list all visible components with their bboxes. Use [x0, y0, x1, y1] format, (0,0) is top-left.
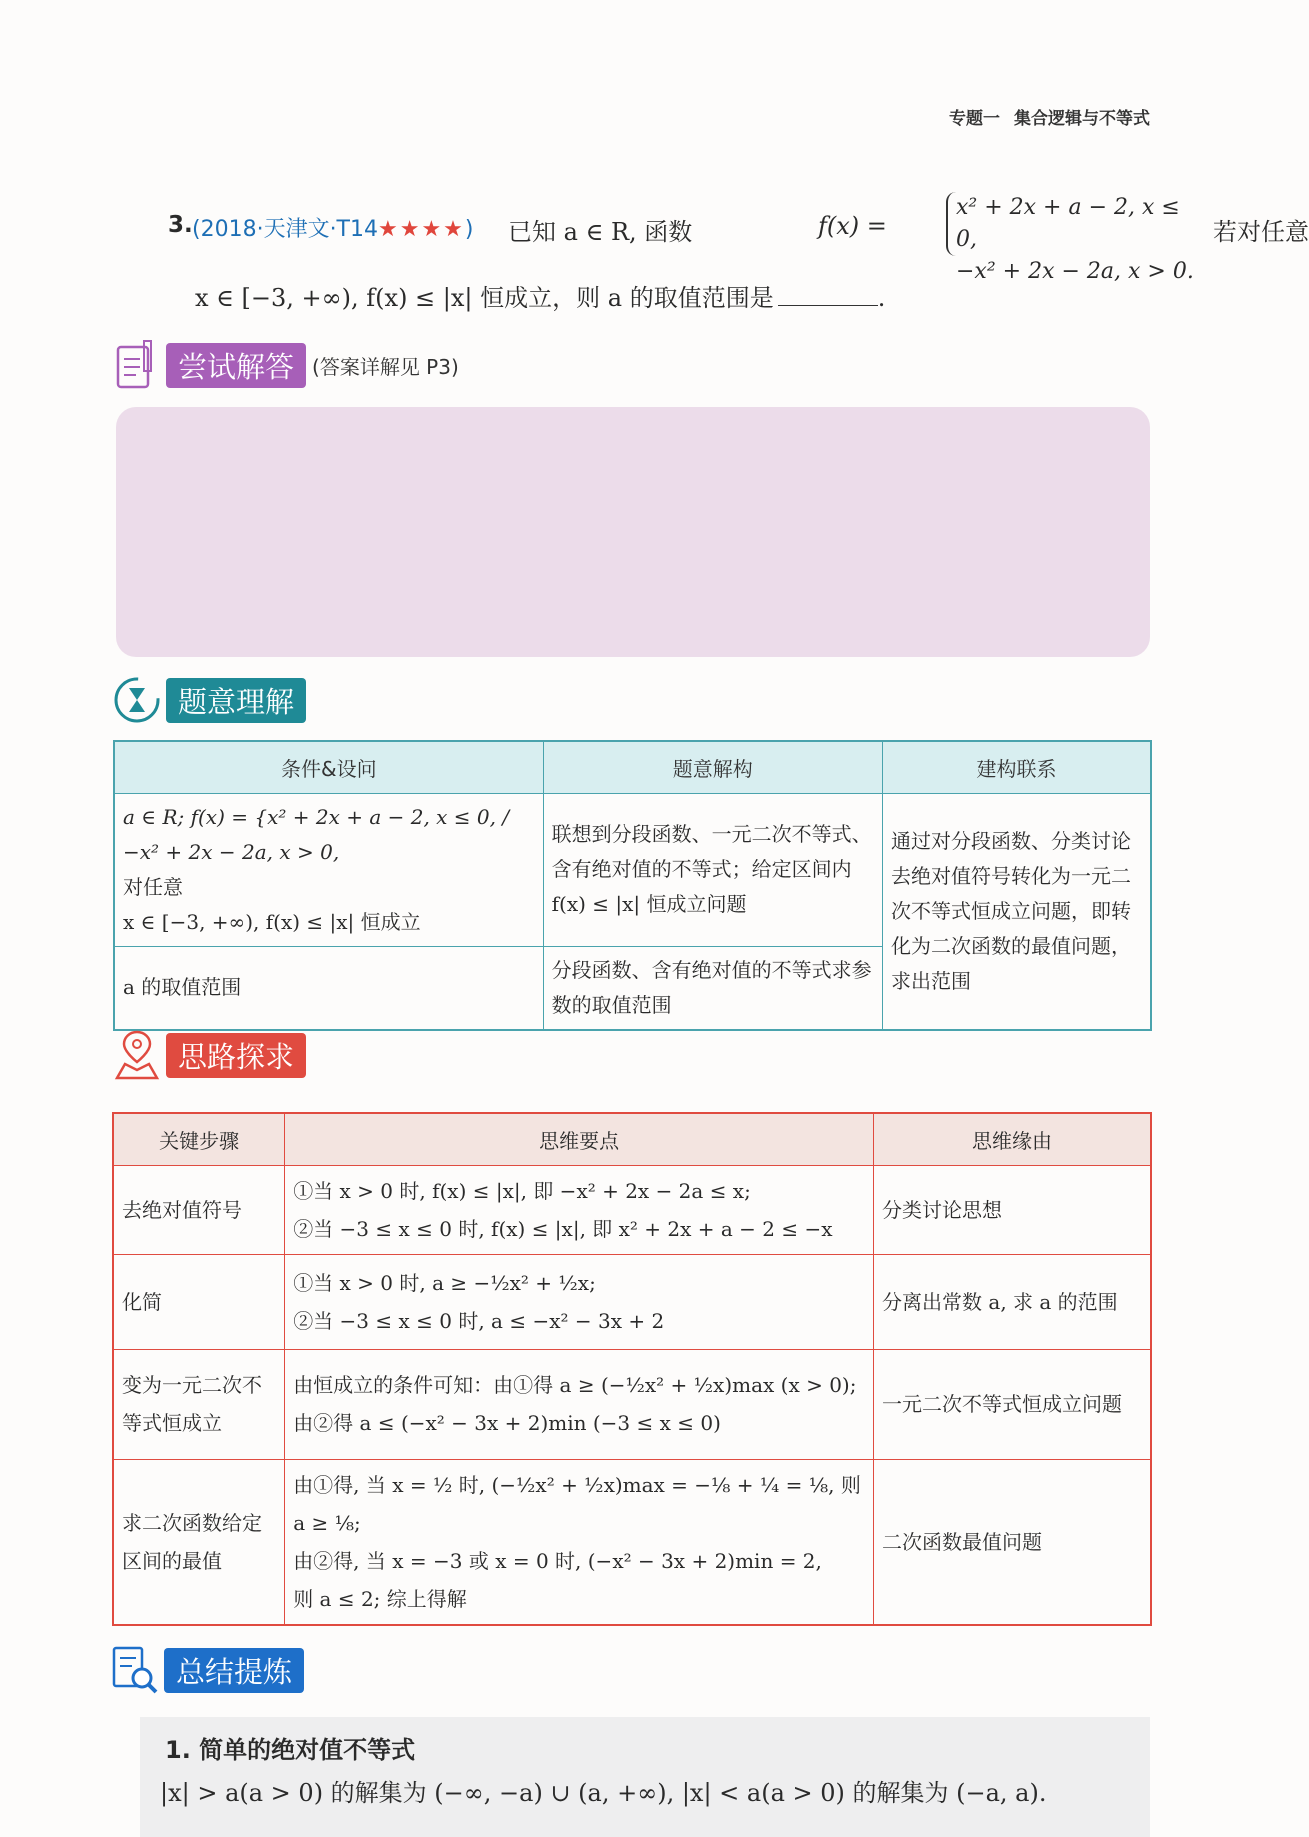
point-line: 由②得, 当 x = −3 或 x = 0 时, (−x² − 3x + 2)min = 2, — [293, 1548, 822, 1573]
point-line: 由②得 a ≤ (−x² − 3x + 2)min (−3 ≤ x ≤ 0) — [293, 1411, 721, 1435]
column-header: 题意解构 — [543, 741, 882, 793]
table-cell: a 的取值范围 — [114, 946, 543, 1030]
reason-cell: 分类讨论思想 — [874, 1165, 1151, 1254]
document-magnifier-icon — [110, 1645, 160, 1695]
explore-label: 思路探求 — [166, 1033, 306, 1078]
reason-cell: 二次函数最值问题 — [874, 1459, 1151, 1625]
point-line: ②当 −3 ≤ x ≤ 0 时, a ≤ −x² − 3x + 2 — [293, 1308, 665, 1333]
explore-section-heading — [112, 1030, 306, 1080]
point-cell — [285, 1254, 874, 1349]
source-close: ) — [464, 217, 474, 242]
step-cell: 变为一元二次不等式恒成立 — [113, 1349, 285, 1459]
difficulty-stars: ★★★★ — [378, 217, 465, 242]
explore-table — [112, 1112, 1152, 1626]
question-tail: 若对任意 — [1213, 218, 1309, 246]
point-line: 则 a ≤ 2; 综上得解 — [293, 1586, 467, 1611]
table-row — [113, 1459, 1151, 1625]
answer-area[interactable] — [116, 407, 1150, 657]
column-header: 建构联系 — [882, 741, 1151, 793]
reason-cell: 分离出常数 a, 求 a 的范围 — [874, 1254, 1151, 1349]
understand-section-heading — [112, 675, 306, 725]
piecewise-brace — [946, 192, 1206, 284]
understand-table — [113, 740, 1152, 1031]
step-cell: 求二次函数给定区间的最值 — [113, 1459, 285, 1625]
function-symbol: f(x) = — [818, 212, 887, 240]
summary-item-body: |x| > a(a > 0) 的解集为 (−∞, −a) ∪ (a, +∞), |x| < a(a > 0) 的解集为 (−a, a). — [160, 1779, 1047, 1807]
notepad-pencil-icon — [112, 340, 162, 390]
column-header: 关键步骤 — [113, 1113, 285, 1165]
point-cell — [285, 1165, 874, 1254]
point-line: 由①得, 当 x = ½ 时, (−½x² + ½x)max = −⅛ + ¼ = ⅛, 则 a ≥ ⅛; — [293, 1472, 861, 1535]
try-note: (答案详解见 P3) — [312, 354, 459, 379]
page-header — [900, 104, 1150, 129]
step-cell: 化简 — [113, 1254, 285, 1349]
summary-item-title: 1. 简单的绝对值不等式 — [165, 1736, 416, 1764]
table-cell — [114, 793, 543, 946]
table-row — [113, 1165, 1151, 1254]
column-header: 思维要点 — [285, 1113, 874, 1165]
point-cell — [285, 1349, 874, 1459]
point-line: ①当 x > 0 时, f(x) ≤ |x|, 即 −x² + 2x − 2a ≤ x; — [293, 1178, 751, 1203]
summary-section-heading — [110, 1645, 304, 1695]
column-header: 条件&设问 — [114, 741, 543, 793]
question-end: . — [877, 284, 886, 312]
try-label: 尝试解答 — [166, 343, 306, 388]
condition-any: 对任意 — [123, 874, 183, 899]
question-number: 3. — [168, 212, 193, 238]
table-row — [113, 1349, 1151, 1459]
question-source — [192, 212, 473, 243]
question-intro: 已知 a ∈ R, 函数 — [508, 218, 693, 246]
piece-1: x² + 2x + a − 2, x ≤ 0, — [956, 195, 1180, 252]
reason-cell: 一元二次不等式恒成立问题 — [874, 1349, 1151, 1459]
point-cell — [285, 1459, 874, 1625]
source-text: (2018·天津文·T14 — [192, 217, 378, 242]
header-title: 集合逻辑与不等式 — [1014, 109, 1150, 129]
answer-blank[interactable] — [778, 305, 878, 306]
question-line-2 — [195, 278, 885, 313]
condition-function: a ∈ R; f(x) = {x² + 2x + a − 2, x ≤ 0, / −x² + 2x − 2a, x > 0, — [123, 804, 510, 864]
point-line: ②当 −3 ≤ x ≤ 0 时, f(x) ≤ |x|, 即 x² + 2x + a − 2 ≤ −x — [293, 1216, 833, 1241]
table-cell: 联想到分段函数、一元二次不等式、含有绝对值的不等式；给定区间内 f(x) ≤ |x| 恒成立问题 — [543, 793, 882, 946]
map-pin-icon — [112, 1030, 162, 1080]
header-section: 专题一 — [949, 109, 1000, 129]
question-condition: x ∈ [−3, +∞), f(x) ≤ |x| 恒成立，则 a 的取值范围是 — [195, 284, 774, 312]
hourglass-icon — [112, 675, 162, 725]
column-header: 思维缘由 — [874, 1113, 1151, 1165]
question-line-1 — [168, 192, 1309, 284]
try-section-heading — [112, 340, 459, 390]
table-cell: 分段函数、含有绝对值的不等式求参数的取值范围 — [543, 946, 882, 1030]
point-line: 由恒成立的条件可知：由①得 a ≥ (−½x² + ½x)max (x > 0); — [293, 1373, 857, 1397]
condition-constraint: x ∈ [−3, +∞), f(x) ≤ |x| 恒成立 — [123, 909, 421, 934]
step-cell: 去绝对值符号 — [113, 1165, 285, 1254]
understand-label: 题意理解 — [166, 678, 306, 723]
table-row — [113, 1254, 1151, 1349]
summary-label: 总结提炼 — [164, 1648, 304, 1693]
point-line: ①当 x > 0 时, a ≥ −½x² + ½x; — [293, 1270, 596, 1295]
piece-2: −x² + 2x − 2a, x > 0. — [956, 259, 1194, 284]
table-cell: 通过对分段函数、分类讨论去绝对值符号转化为一元二次不等式恒成立问题，即转化为二次函数的最值问题，求出范围 — [882, 793, 1151, 1030]
